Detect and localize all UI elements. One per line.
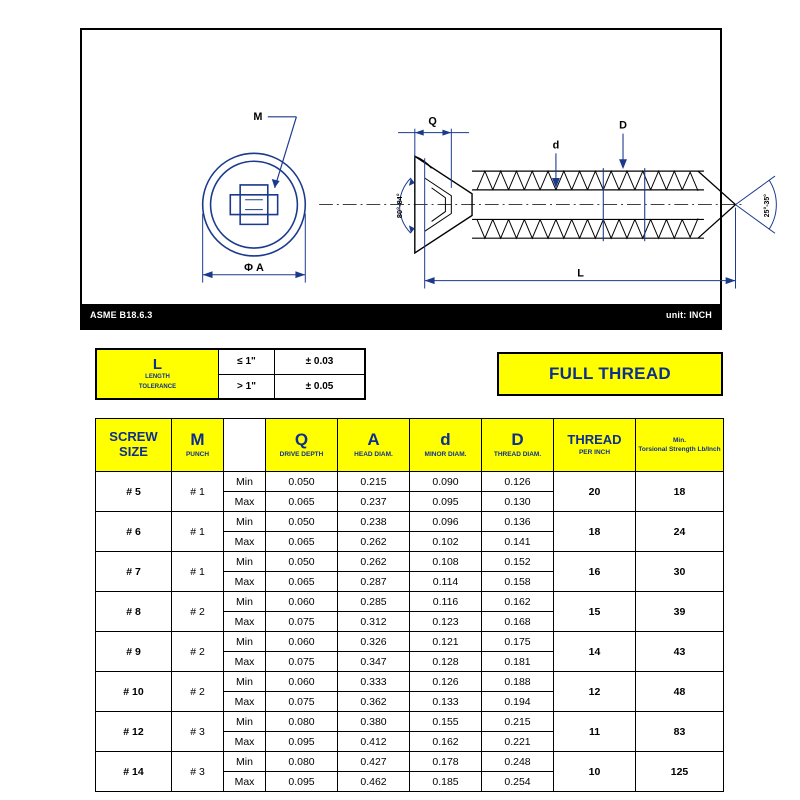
cell-minor-diam-max: 0.114 [410,572,482,592]
cell-thread-diam-max: 0.181 [482,652,554,672]
cell-head-diam-min: 0.262 [338,552,410,572]
cell-head-diam-min: 0.285 [338,592,410,612]
cell-minmax-max: Max [224,732,266,752]
header-punch-sub: PUNCH [185,450,210,458]
standard-label: ASME B18.6.3 [90,310,153,320]
cell-thread-per-inch: 16 [554,552,636,592]
cell-head-diam-min: 0.427 [338,752,410,772]
cell-punch: # 1 [172,552,224,592]
cell-drive-depth-min: 0.080 [266,712,338,732]
tolerance-row [219,375,364,399]
tolerance-condition: ≤ 1" [219,350,275,374]
point-angle-label: 25°-35° [764,194,772,218]
cell-drive-depth-max: 0.095 [266,772,338,792]
header-screw-size [96,419,172,472]
cell-torsional-strength: 83 [636,712,724,752]
cell-drive-depth-max: 0.065 [266,532,338,552]
cell-torsional-strength: 43 [636,632,724,672]
cell-minor-diam-max: 0.102 [410,532,482,552]
cell-screw-size: # 12 [96,712,172,752]
header-head-diam [338,419,410,472]
q-dimension [398,129,469,188]
cell-head-diam-max: 0.237 [338,492,410,512]
cell-drive-depth-min: 0.060 [266,632,338,652]
cell-thread-diam-max: 0.130 [482,492,554,512]
header-drive-depth [266,419,338,472]
cell-minmax-max: Max [224,492,266,512]
cell-drive-depth-max: 0.065 [266,492,338,512]
cell-minor-diam-min: 0.126 [410,672,482,692]
cell-minmax-min: Min [224,592,266,612]
header-head-diam-letter: A [367,429,380,449]
cell-torsional-strength: 39 [636,592,724,632]
header-minor-diam-letter: d [440,429,451,449]
header-screw-size-sub: SIZE [119,444,148,459]
cell-thread-diam-min: 0.175 [482,632,554,652]
cell-minmax-max: Max [224,772,266,792]
cell-drive-depth-min: 0.060 [266,592,338,612]
cell-torsional-strength: 48 [636,672,724,712]
header-thread-main: THREAD [567,431,622,447]
cell-screw-size: # 6 [96,512,172,552]
cell-drive-depth-max: 0.075 [266,692,338,712]
cell-thread-diam-min: 0.188 [482,672,554,692]
cell-punch: # 2 [172,632,224,672]
cell-drive-depth-max: 0.075 [266,652,338,672]
tolerance-sub-line2: TOLERANCE [138,383,177,390]
cell-head-diam-max: 0.462 [338,772,410,792]
head-top-view [203,153,306,256]
d-thread-label: D [619,119,627,132]
cell-minor-diam-max: 0.162 [410,732,482,752]
cell-minmax-min: Min [224,672,266,692]
phi-a-label: Φ A [244,261,264,274]
cell-minmax-max: Max [224,532,266,552]
table-row [96,592,724,612]
cell-head-diam-min: 0.215 [338,472,410,492]
cell-thread-per-inch: 12 [554,672,636,712]
table-row [96,712,724,732]
cell-minmax-min: Min [224,552,266,572]
header-thread-sub: PER INCH [578,448,611,456]
cell-torsional-strength: 24 [636,512,724,552]
cell-minor-diam-max: 0.095 [410,492,482,512]
cell-minor-diam-min: 0.096 [410,512,482,532]
cell-punch: # 1 [172,472,224,512]
tolerance-letter: L [152,355,163,373]
cell-thread-per-inch: 15 [554,592,636,632]
cell-drive-depth-min: 0.050 [266,512,338,532]
cell-thread-diam-min: 0.152 [482,552,554,572]
cell-punch: # 2 [172,592,224,632]
table-row [96,752,724,772]
full-thread-badge: FULL THREAD [497,352,723,396]
cell-minor-diam-min: 0.090 [410,472,482,492]
cell-minmax-min: Min [224,512,266,532]
cell-head-diam-max: 0.347 [338,652,410,672]
header-head-diam-sub: HEAD DIAM. [354,450,393,458]
cell-thread-diam-min: 0.248 [482,752,554,772]
tolerance-value: ± 0.03 [305,356,334,368]
screw-spec-table [95,418,724,792]
cell-minmax-max: Max [224,612,266,632]
screw-drawing [82,30,772,328]
header-thread-diam-sub: THREAD DIAM. [493,450,542,458]
cell-thread-diam-min: 0.215 [482,712,554,732]
cell-drive-depth-max: 0.065 [266,572,338,592]
m-callout-label: M [253,110,263,123]
cell-minmax-max: Max [224,692,266,712]
cell-thread-per-inch: 11 [554,712,636,752]
table-row [96,472,724,492]
header-minmax-blank [224,419,266,472]
cell-screw-size: # 14 [96,752,172,792]
cell-thread-per-inch: 10 [554,752,636,792]
unit-label: unit: INCH [666,310,712,320]
cell-thread-diam-max: 0.254 [482,772,554,792]
l-label: L [577,267,584,280]
cell-thread-per-inch: 18 [554,512,636,552]
cell-drive-depth-min: 0.060 [266,672,338,692]
technical-drawing-panel [80,28,772,330]
table-row [96,632,724,652]
cross-recess [230,185,277,224]
header-torsion-main: Min. [673,436,686,444]
cell-minmax-max: Max [224,572,266,592]
header-drive-depth-letter: Q [294,429,309,449]
d-minor-label: d [552,139,560,152]
cell-minor-diam-max: 0.185 [410,772,482,792]
cell-minor-diam-min: 0.178 [410,752,482,772]
cell-minor-diam-max: 0.128 [410,652,482,672]
cell-drive-depth-max: 0.095 [266,732,338,752]
cell-screw-size: # 10 [96,672,172,712]
header-torsional-strength [636,419,724,472]
tolerance-row [219,350,364,375]
length-tolerance-box [95,348,366,400]
cell-thread-diam-min: 0.126 [482,472,554,492]
cell-head-diam-max: 0.262 [338,532,410,552]
cell-head-diam-min: 0.238 [338,512,410,532]
cell-minmax-min: Min [224,472,266,492]
cell-minor-diam-max: 0.123 [410,612,482,632]
cell-screw-size: # 7 [96,552,172,592]
cell-head-diam-max: 0.312 [338,612,410,632]
tolerance-values [219,350,364,398]
cell-head-diam-max: 0.412 [338,732,410,752]
cell-thread-per-inch: 20 [554,472,636,512]
m-callout-leader [268,117,297,188]
cell-punch: # 3 [172,712,224,752]
cell-head-diam-max: 0.287 [338,572,410,592]
cell-drive-depth-max: 0.075 [266,612,338,632]
drawing-footer [82,304,720,328]
d-thread-callout [603,134,644,242]
table-row [96,552,724,572]
header-thread-per-inch [554,419,636,472]
cell-head-diam-min: 0.326 [338,632,410,652]
cell-thread-diam-min: 0.136 [482,512,554,532]
header-screw-size-main: SCREW [109,429,158,445]
cell-minor-diam-min: 0.116 [410,592,482,612]
cell-minmax-min: Min [224,632,266,652]
table-header-row [96,419,724,472]
header-thread-diam [482,419,554,472]
tolerance-legend [97,350,219,398]
cell-head-diam-min: 0.380 [338,712,410,732]
cell-thread-diam-max: 0.141 [482,532,554,552]
table-row [96,512,724,532]
cell-thread-diam-min: 0.162 [482,592,554,612]
tolerance-condition: > 1" [219,375,275,399]
cell-thread-diam-max: 0.221 [482,732,554,752]
header-drive-depth-sub: DRIVE DEPTH [279,450,324,458]
head-angle-label: 80°-84° [394,193,404,219]
cell-punch: # 2 [172,672,224,712]
cell-screw-size: # 9 [96,632,172,672]
table-row [96,672,724,692]
cell-drive-depth-min: 0.080 [266,752,338,772]
cell-thread-diam-max: 0.194 [482,692,554,712]
cell-minor-diam-min: 0.155 [410,712,482,732]
header-minor-diam-sub: MINOR DIAM. [424,450,467,458]
cell-drive-depth-min: 0.050 [266,472,338,492]
cell-screw-size: # 8 [96,592,172,632]
header-thread-diam-letter: D [511,429,524,449]
cell-minor-diam-max: 0.133 [410,692,482,712]
cell-torsional-strength: 18 [636,472,724,512]
q-label: Q [428,115,437,128]
header-torsion-sub: Torsional Strength Lb/Inch [638,446,721,453]
cell-punch: # 3 [172,752,224,792]
tolerance-value: ± 0.05 [305,380,334,392]
cell-screw-size: # 5 [96,472,172,512]
cell-head-diam-max: 0.362 [338,692,410,712]
cell-minor-diam-min: 0.121 [410,632,482,652]
cell-minmax-max: Max [224,652,266,672]
cell-minor-diam-min: 0.108 [410,552,482,572]
cell-minmax-min: Min [224,752,266,772]
cell-punch: # 1 [172,512,224,552]
cell-torsional-strength: 30 [636,552,724,592]
cell-drive-depth-min: 0.050 [266,552,338,572]
cell-torsional-strength: 125 [636,752,724,792]
tolerance-sub-line1: LENGTH [145,374,170,381]
cell-thread-diam-max: 0.158 [482,572,554,592]
cell-thread-per-inch: 14 [554,632,636,672]
header-punch-letter: M [190,429,205,449]
cell-head-diam-min: 0.333 [338,672,410,692]
header-punch [172,419,224,472]
header-minor-diam [410,419,482,472]
cell-minmax-min: Min [224,712,266,732]
cell-thread-diam-max: 0.168 [482,612,554,632]
